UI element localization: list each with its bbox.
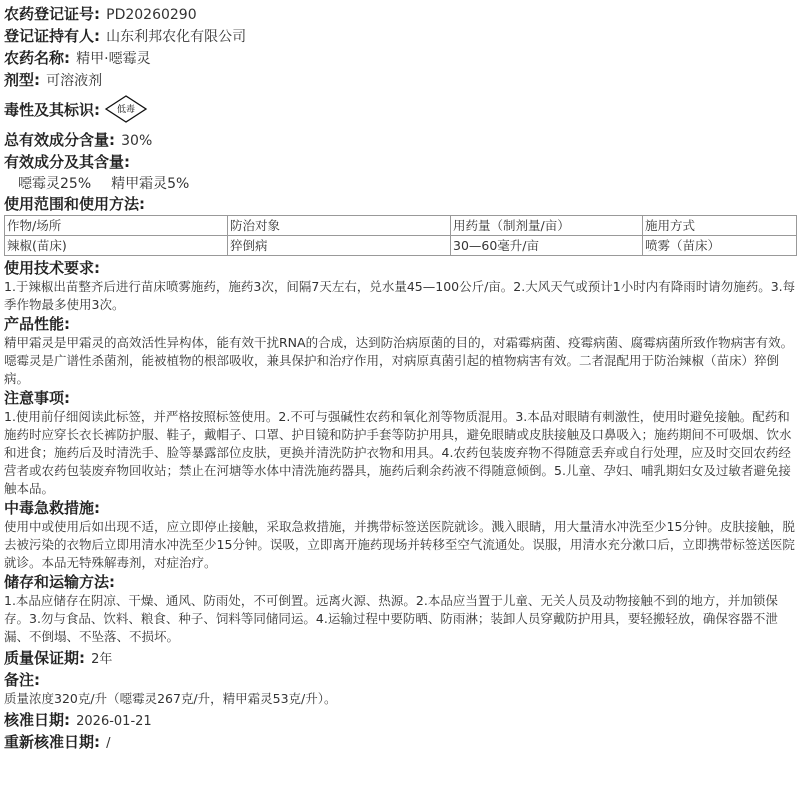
table-cell: 猝倒病 [228, 236, 451, 256]
table-header-cell: 施用方式 [643, 216, 797, 236]
table-row [5, 236, 797, 256]
product-performance-heading: 产品性能: [4, 315, 70, 333]
holder-label: 登记证持有人: [4, 27, 100, 45]
reapproval-date-value: / [106, 736, 111, 751]
ingredients-heading [4, 152, 796, 174]
ingredient-item: 噁霉灵25% [18, 176, 92, 192]
formulation-value: 可溶液剂 [46, 73, 103, 89]
registration-number-label: 农药登记证号: [4, 5, 100, 23]
first-aid-text: 使用中或使用后如出现不适，应立即停止接触，采取急救措施，并携带标签送医院就诊。溅入眼睛，用大量清水冲洗至少15分钟。皮肤接触，脱去被污染的衣物后立即用清水冲洗至少15分钟。误吸，立即离开施药现场并转移至空气流通处。误服，用清水充分漱口后，立即携带标签送医院就诊。本品无特殊解毒剂，对症治疗。 [4, 519, 795, 570]
shelf-life-row [4, 648, 796, 670]
approval-date-value: 2026-01-21 [76, 714, 152, 729]
shelf-life-label: 质量保证期: [4, 649, 85, 667]
toxicity-badge-text: 低毒 [116, 105, 135, 115]
table-cell: 辣椒(苗床) [5, 236, 228, 256]
tech-requirements-heading: 使用技术要求: [4, 259, 100, 277]
total-content-label: 总有效成分含量: [4, 131, 115, 149]
first-aid-heading: 中毒急救措施: [4, 499, 100, 517]
reapproval-date-label: 重新核准日期: [4, 733, 100, 751]
table-cell: 喷雾（苗床） [643, 236, 797, 256]
toxicity-label: 毒性及其标识: [4, 100, 100, 119]
storage-text: 1.本品应储存在阴凉、干燥、通风、防雨处，不可倒置。远离火源、热源。2.本品应当置于儿童、无关人员及动物接触不到的地方，并加锁保存。3.勿与食品、饮料、粮食、种子、饲料等同储同运。4.运输过程中要防晒、防雨淋；装卸人员穿戴防护用具，要轻搬轻放，确保容器不泄漏、不倒塌、不坠落、不损坏。 [4, 593, 778, 644]
usage-heading: 使用范围和使用方法: [4, 195, 145, 213]
precautions-heading: 注意事项: [4, 389, 70, 407]
total-content-row [4, 130, 796, 152]
table-cell: 30—60毫升/亩 [451, 236, 643, 256]
ingredient-item: 精甲霜灵5% [111, 176, 190, 192]
formulation-label: 剂型: [4, 71, 40, 89]
remarks-heading: 备注: [4, 671, 40, 689]
shelf-life-value: 2年 [91, 652, 113, 667]
approval-date-label: 核准日期: [4, 711, 70, 729]
table-header-cell: 防治对象 [228, 216, 451, 236]
precautions-text: 1.使用前仔细阅读此标签，并严格按照标签使用。2.不可与强碱性农药和氧化剂等物质混用。3.本品对眼睛有刺激性，使用时避免接触。配药和施药时应穿长衣长裤防护服、鞋子，戴帽子、口罩、护目镜和防护手套等防护用具，避免眼睛或皮肤接触及口鼻吸入；施药期间不可吸烟、饮水和进食；施药后及时清洗手、脸等暴露部位皮肤，更换并清洗防护衣物和用具。4.农药包装废弃物不得随意丢弃或自行处理，应及时交回农药经营者或农药包装废弃物回收站；禁止在河塘等水体中清洗施药器具，施药后剩余药液不得随意倾倒。5.儿童、孕妇、哺乳期妇女及过敏者避免接触本品。 [4, 409, 792, 496]
ingredients-list [4, 174, 796, 194]
table-header-cell: 作物/场所 [5, 216, 228, 236]
holder-value: 山东利邦农化有限公司 [106, 29, 247, 45]
usage-table [4, 215, 797, 256]
registration-number-row [4, 4, 796, 26]
pesticide-name-label: 农药名称: [4, 49, 70, 67]
product-performance-text: 精甲霜灵是甲霜灵的高效活性异构体，能有效干扰RNA的合成，达到防治病原菌的目的，对霜霉病菌、疫霉病菌、腐霉病菌所致作物病害有效。噁霉灵是广谱性杀菌剂，能被植物的根部吸收，兼具保护和治疗作用，对病原真菌引起的植物病害有效。二者混配用于防治辣椒（苗床）猝倒病。 [4, 335, 794, 386]
toxicity-row [4, 92, 796, 126]
table-header-cell: 用药量（制剂量/亩） [451, 216, 643, 236]
remarks-text: 质量浓度320克/升（噁霉灵267克/升，精甲霜灵53克/升）。 [4, 691, 337, 706]
approval-date-row [4, 710, 796, 732]
registration-number-value: PD20260290 [106, 7, 197, 23]
low-toxicity-diamond-icon [104, 94, 148, 124]
holder-row [4, 26, 796, 48]
formulation-row [4, 70, 796, 92]
table-header-row [5, 216, 797, 236]
pesticide-name-row [4, 48, 796, 70]
total-content-value: 30% [121, 133, 153, 149]
storage-heading: 储存和运输方法: [4, 573, 115, 591]
pesticide-name-value: 精甲·噁霉灵 [76, 51, 151, 67]
ingredients-label: 有效成分及其含量: [4, 153, 130, 171]
reapproval-date-row [4, 732, 796, 754]
tech-requirements-text: 1.于辣椒出苗整齐后进行苗床喷雾施药，施药3次，间隔7天左右，兑水量45—100公斤/亩。2.大风天气或预计1小时内有降雨时请勿施药。3.每季作物最多使用3次。 [4, 279, 796, 312]
